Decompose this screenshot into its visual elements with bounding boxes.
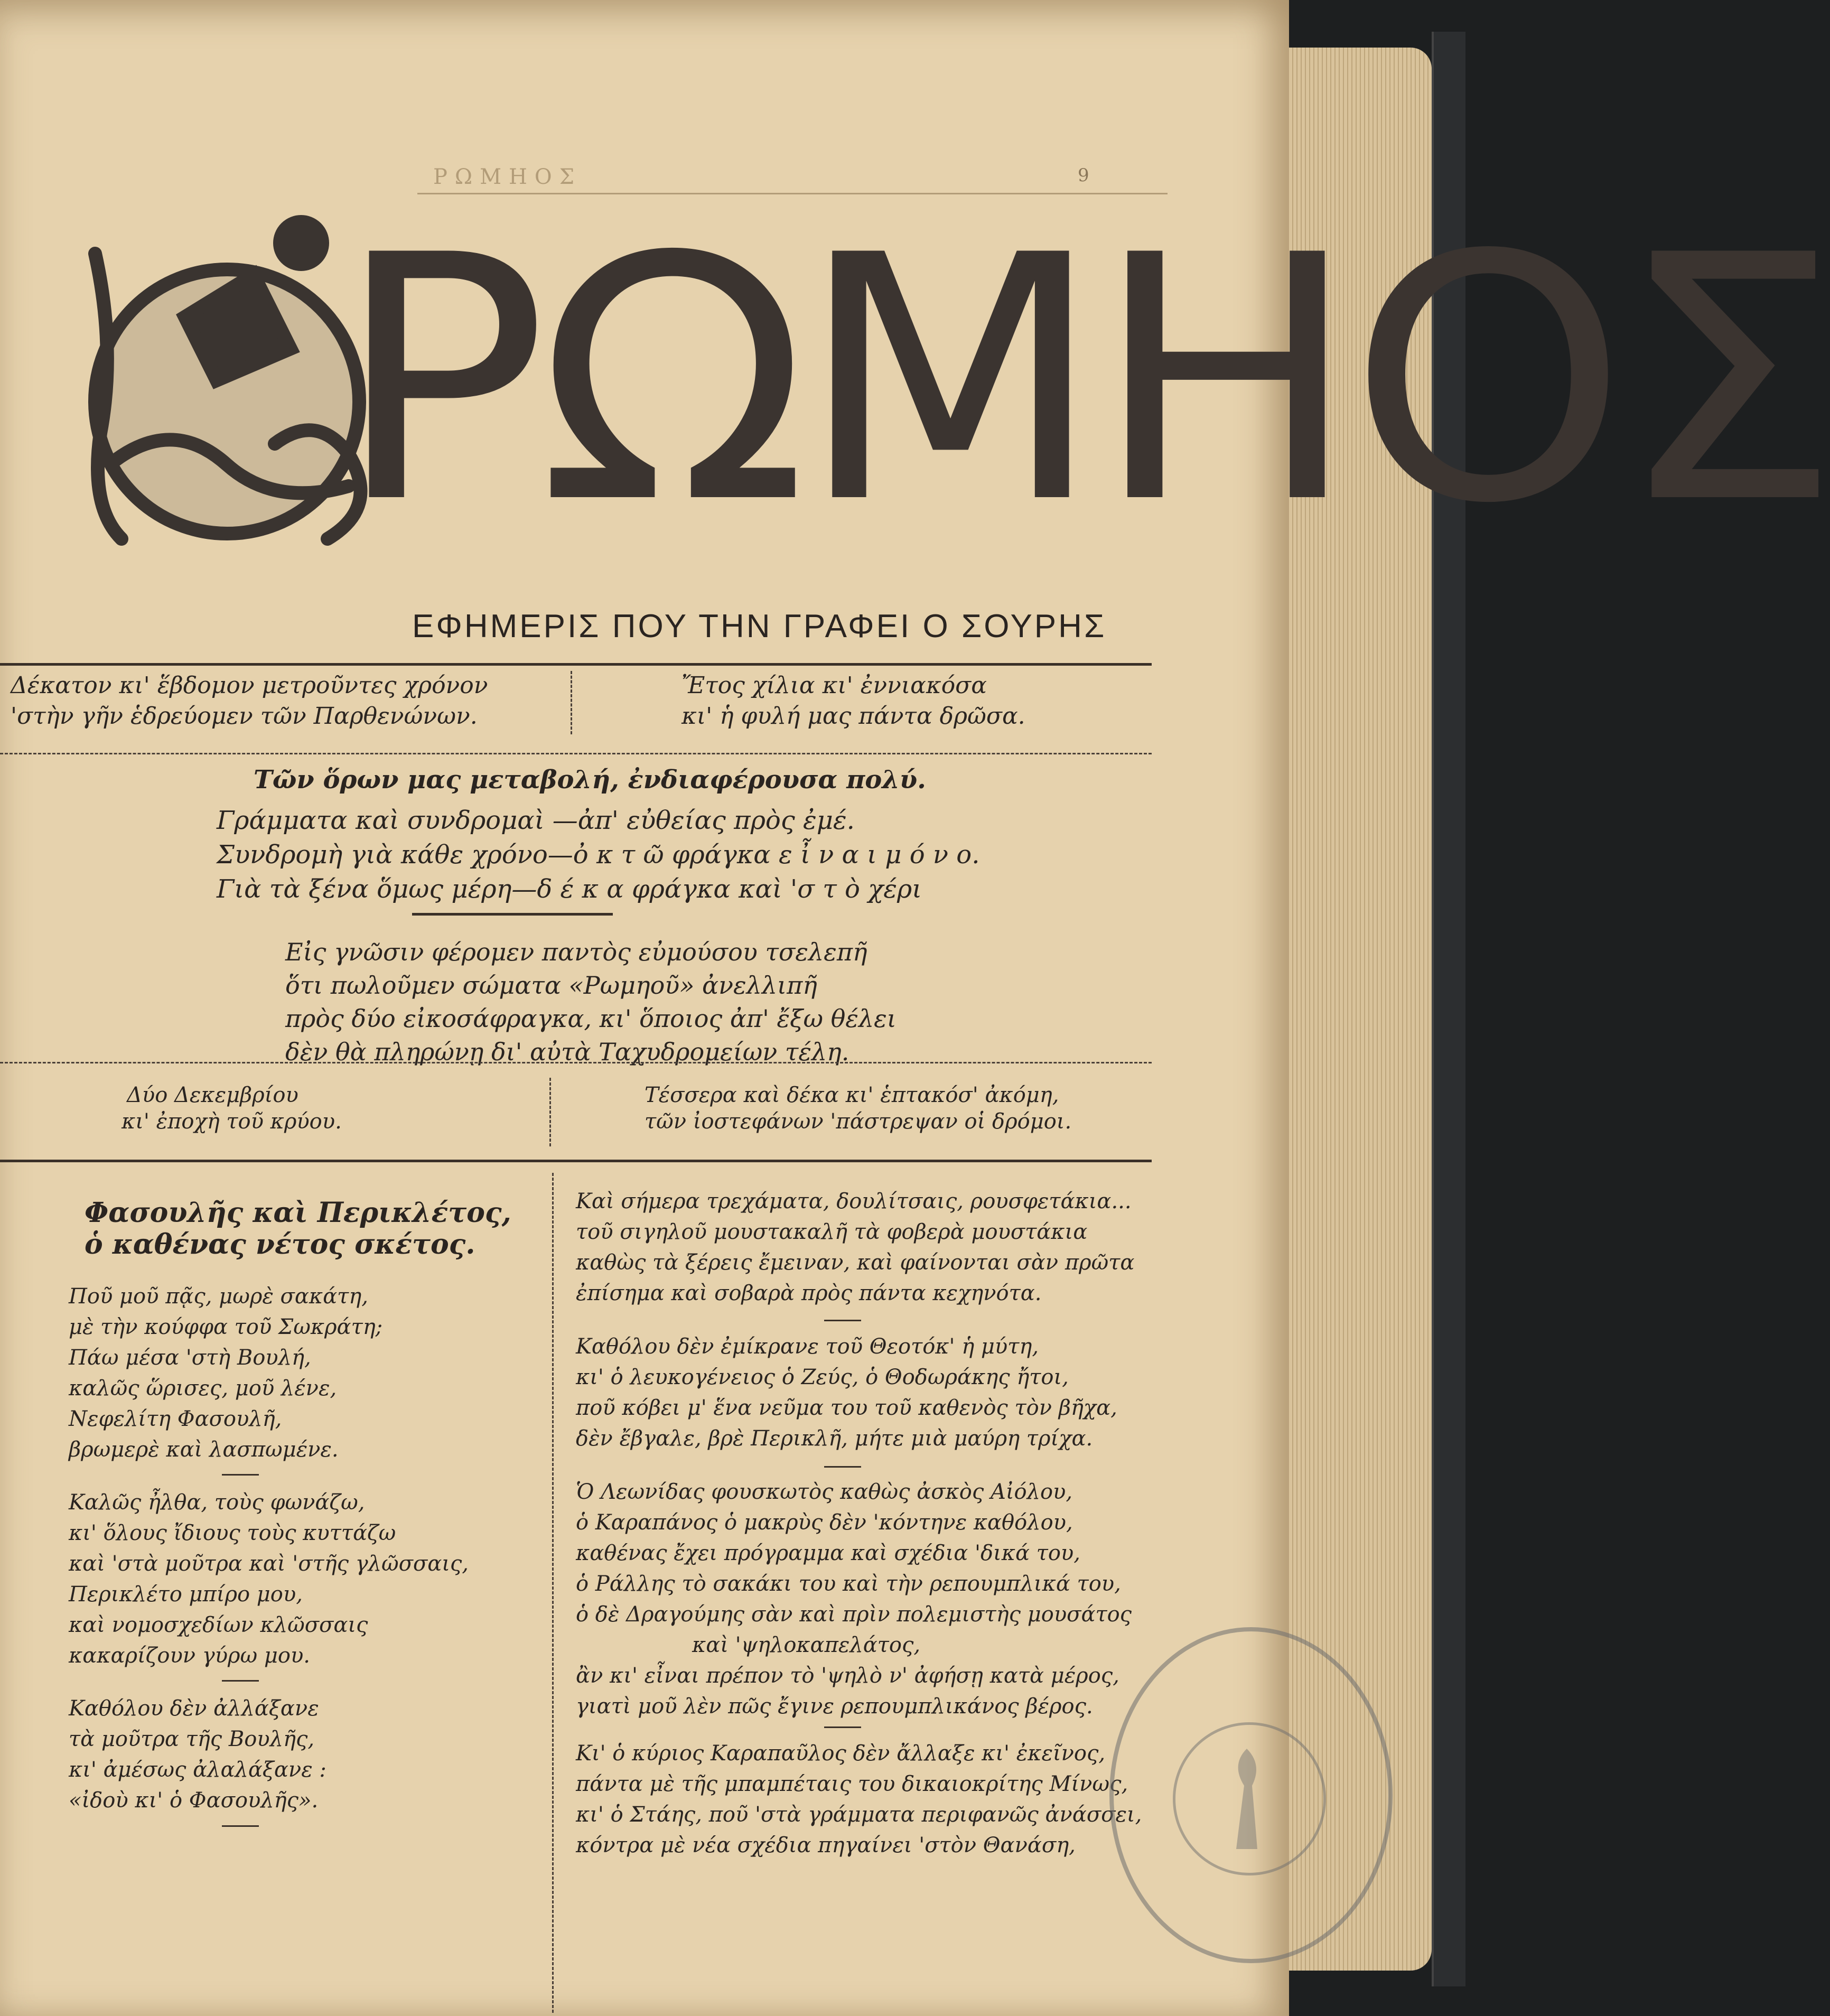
verse-line: ἐπίσημα καὶ σοβαρὰ πρὸς πάντα κεχηνότα.: [576, 1281, 1042, 1305]
stamp-bird-icon: [1215, 1743, 1278, 1860]
right-stanza-1: [576, 1186, 1134, 1309]
stanza-separator: [222, 1825, 259, 1827]
terms-heading: Τῶν ὅρων μας μεταβολή, ἐνδιαφέρουσα πολύ.: [254, 765, 926, 795]
motto-left-2: 'στὴν γῆν ἑδρεύομεν τῶν Παρθενώνων.: [11, 703, 478, 730]
verse-line: κι' ὁ λευκογένειος ὁ Ζεύς, ὁ Θοδωράκης ἤτοι,: [576, 1365, 1069, 1389]
verse-line: Πάω μέσα 'στὴ Βουλή,: [69, 1346, 311, 1370]
verse-line: καὶ 'στὰ μοῦτρα καὶ 'στῆς γλῶσσαις,: [69, 1552, 469, 1576]
terms-line-1: Γράμματα καὶ συνδρομαὶ —ἀπ' εὐθείας πρὸς ἐμέ.: [217, 806, 855, 835]
stanza-separator: [824, 1320, 861, 1321]
masthead-title: ΡΩΜΗΟΣ: [334, 183, 1830, 577]
verse-line: Καθόλου δὲν ἐμίκρανε τοῦ Θεοτόκ' ἡ μύτη,: [576, 1334, 1039, 1359]
verse-line: κι' ὅλους ἴδιους τοὺς κυττάζω: [69, 1521, 396, 1545]
date-right-2: τῶν ἰοστεφάνων 'πάστρεψαν οἱ δρόμοι.: [645, 1109, 1072, 1134]
terms-ornament-rule: [412, 913, 613, 916]
verse-line: Καὶ σήμερα τρεχάματα, δουλίτσαις, ρουσφετάκια...: [576, 1189, 1132, 1214]
date-left-2: κι' ἐποχὴ τοῦ κρύου.: [122, 1109, 342, 1134]
running-head: ΡΩΜΗΟΣ: [433, 165, 582, 189]
motto-rule: [0, 753, 1152, 754]
verse-line: ἂν κι' εἶναι πρέπον τὸ 'ψηλὸ ν' ἀφήσῃ κατὰ μέρος,: [576, 1664, 1119, 1688]
left-stanza-2: [69, 1487, 469, 1671]
date-left-1: Δύο Δεκεμβρίου: [127, 1083, 298, 1107]
terms-line-3: Γιὰ τὰ ξένα ὅμως μέρη—δ έ κ α φράγκα καὶ 'σ τ ὸ χέρι: [217, 874, 922, 904]
motto-left-1: Δέκατον κι' ἕβδομον μετροῦντες χρόνον: [11, 672, 488, 699]
stanza-separator: [222, 1680, 259, 1682]
verse-line: πάντα μὲ τῆς μπαμπέταις του δικαιοκρίτης Μίνως,: [576, 1772, 1128, 1796]
notice-line-1: Εἰς γνῶσιν φέρομεν παντὸς εὐμούσου τσελεπῆ: [285, 938, 867, 966]
notice-rule: [0, 1062, 1152, 1063]
verse-line: τὰ μοῦτρα τῆς Βουλῆς,: [69, 1727, 315, 1751]
verse-line: τοῦ σιγηλοῦ μουστακαλῆ τὰ φοβερὰ μουστάκια: [576, 1220, 1088, 1244]
verse-line: Ὁ Λεωνίδας φουσκωτὸς καθὼς ἀσκὸς Αἰόλου,: [576, 1480, 1073, 1504]
masthead-rule: [0, 663, 1152, 666]
verse-line: ὁ Ράλλης τὸ σακάκι του καὶ τὴν ρεπουμπλικά του,: [576, 1572, 1121, 1596]
verse-line: μὲ τὴν κούφφα τοῦ Σωκράτη;: [69, 1315, 383, 1339]
verse-line: Καλῶς ἦλθα, τοὺς φωνάζω,: [69, 1490, 365, 1515]
verse-line: δὲν ἔβγαλε, βρὲ Περικλῆ, μήτε μιὰ μαύρη τρίχα.: [576, 1426, 1093, 1451]
verse-line: καλῶς ὥρισες, μοῦ λένε,: [69, 1376, 337, 1401]
verse-line: Περικλέτο μπίρο μου,: [69, 1582, 303, 1607]
notice-line-2: ὅτι πωλοῦμεν σώματα «Ρωμηοῦ» ἀνελλιπῆ: [285, 971, 817, 1000]
stanza-separator: [824, 1726, 861, 1728]
stanza-separator: [824, 1466, 861, 1468]
verse-line: βρωμερὲ καὶ λασπωμένε.: [69, 1438, 339, 1462]
stanza-separator: [222, 1474, 259, 1476]
dateline-rule: [0, 1160, 1152, 1162]
article-title-1: Φασουλῆς καὶ Περικλέτος,: [85, 1197, 511, 1229]
verse-line: Ποῦ μοῦ πᾷς, μωρὲ σακάτη,: [69, 1284, 368, 1309]
motto-right-2: κι' ἡ φυλή μας πάντα δρῶσα.: [681, 703, 1025, 730]
right-stanza-4: [576, 1738, 1142, 1861]
verse-line: ποῦ κόβει μ' ἕνα νεῦμα του τοῦ καθενὸς τὸν βῆχα,: [576, 1396, 1117, 1420]
verse-line: Νεφελίτη Φασουλῆ,: [69, 1407, 282, 1431]
verse-line: ὁ δὲ Δραγούμης σὰν καὶ πρὶν πολεμιστὴς μουσάτος: [576, 1602, 1132, 1627]
notice-line-3: πρὸς δύο εἰκοσάφραγκα, κι' ὅποιος ἀπ' ἔξω θέλει: [285, 1004, 897, 1033]
verse-line: γιατὶ μοῦ λὲν πῶς ἔγινε ρεπουμπλικάνος βέρος.: [576, 1694, 1093, 1719]
verse-line: κόντρα μὲ νέα σχέδια πηγαίνει 'στὸν Θανάση,: [576, 1833, 1076, 1858]
verse-line: καθὼς τὰ ξέρεις ἔμειναν, καὶ φαίνονται σὰν πρῶτα: [576, 1250, 1135, 1275]
right-stanza-3: [576, 1477, 1132, 1722]
motto-divider: [571, 671, 572, 734]
verse-line: «ἰδοὺ κι' ὁ Φασουλῆς».: [69, 1788, 319, 1813]
verse-line: καθένας ἔχει πρόγραμμα καὶ σχέδια 'δικά του,: [576, 1541, 1080, 1565]
verse-line: Καθόλου δὲν ἀλλάξανε: [69, 1696, 319, 1721]
column-divider: [552, 1173, 554, 2013]
page-number: 9: [1078, 165, 1089, 186]
terms-line-2: Συνδρομὴ γιὰ κάθε χρόνο—ὀ κ τ ῶ φράγκα ε ἶ ν α ι μ ό ν ο.: [217, 840, 980, 870]
date-divider: [549, 1078, 551, 1146]
verse-line: ὁ Καραπάνος ὁ μακρὺς δὲν 'κόντηνε καθόλου,: [576, 1510, 1073, 1535]
article-title-2: ὁ καθένας νέτος σκέτος.: [85, 1228, 475, 1261]
date-right-1: Τέσσερα καὶ δέκα κι' ἑπτακόσ' ἀκόμη,: [645, 1083, 1059, 1107]
left-stanza-3: [69, 1693, 326, 1816]
verse-line: καὶ 'ψηλοκαπελάτος,: [692, 1633, 921, 1657]
left-stanza-1: [69, 1281, 382, 1465]
verse-line: κακαρίζουν γύρω μου.: [69, 1644, 310, 1668]
masthead-subtitle: ΕΦΗΜΕΡΙΣ ΠΟΥ ΤΗΝ ΓΡΑΦΕΙ Ο ΣΟΥΡΗΣ: [412, 608, 1107, 645]
verse-line: καὶ νομοσχεδίων κλῶσσαις: [69, 1613, 368, 1637]
right-stanza-2: [576, 1331, 1117, 1454]
verse-line: κι' ὁ Στάης, ποῦ 'στὰ γράμματα περιφανῶς ἀνάσσει,: [576, 1803, 1142, 1827]
notice-line-4: δὲν θὰ πληρώνῃ δι' αὐτὰ Ταχυδρομείων τέλη.: [285, 1038, 849, 1066]
motto-right-1: Ἔτος χίλια κι' ἐννιακόσα: [681, 672, 987, 699]
verse-line: Κι' ὁ κύριος Καραπαῦλος δὲν ἄλλαξε κι' ἐκεῖνος,: [576, 1741, 1106, 1766]
verse-line: κι' ἀμέσως ἀλαλάξανε :: [69, 1758, 326, 1782]
